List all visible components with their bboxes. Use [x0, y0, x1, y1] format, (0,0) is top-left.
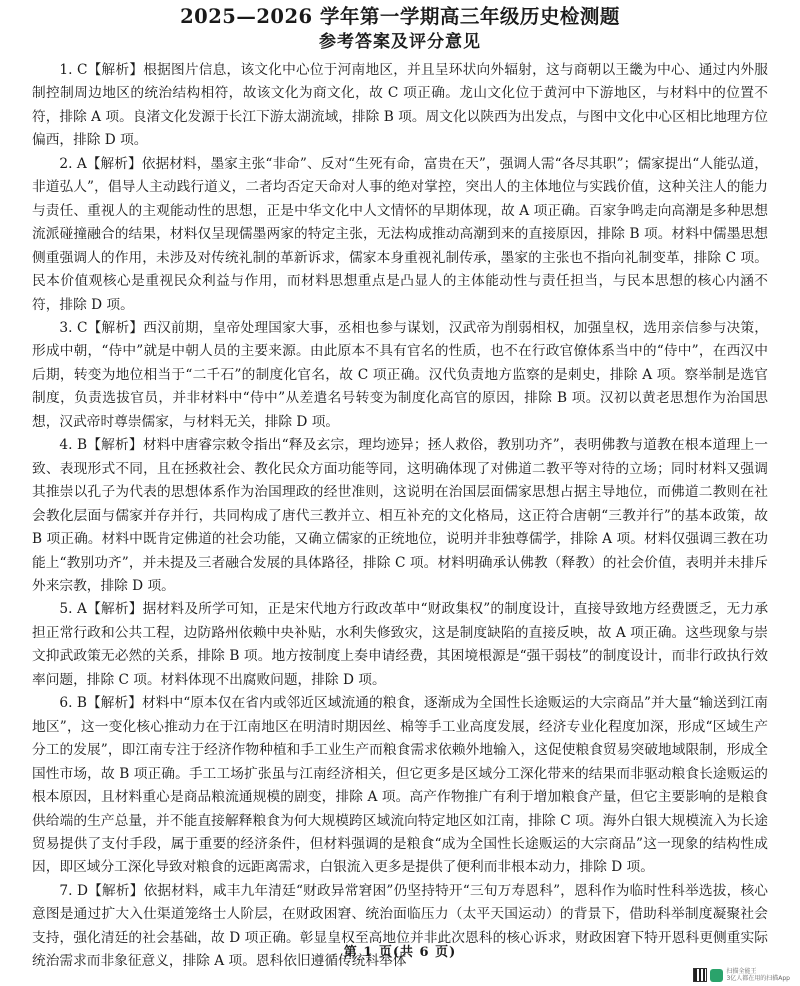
- answer-item-4: [32, 434, 768, 598]
- page-footer: 第 1 页(共 6 页): [343, 945, 457, 960]
- answer-item-3: [32, 317, 768, 434]
- qr-code-icon: [693, 968, 707, 982]
- answer-number: 3. C【解析】: [59, 319, 144, 336]
- answer-item-2: [32, 153, 768, 317]
- answer-number: 4. B【解析】: [59, 437, 143, 454]
- document-subtitle: 参考答案及评分意见: [319, 32, 481, 52]
- answer-text: 材料中唐睿宗敕令指出“释及玄宗，理均迹异；拯人救俗，教别功齐”，表明佛教与道教在根本道理上一致、表现形式不同，且在拯救社会、教化民众方面功能等同，这明确体现了对佛道二教平等对待的立场；同时材料又强调其推崇以孔子为代表的思想体系作为治国理政的经世准则，这说明在治国层面儒家思想占据主导地位，而佛道二教则在社会教化层面与儒家并存并行，共同构成了唐代三教并立、相互补充的文化格局，这正符合唐朝“三教并行”的基本政策，故 B 项正确。材料中既肯定佛道的社会功能，又确立儒家的正统地位，说明并非独尊儒学，排除 A 项。材料仅强调三教在功能上“教别功齐”，并未提及三者融合发展的具体路径，排除 C 项。材料明确承认佛教（释教）的社会价值，表明并未排斥外来宗教，排除 D 项。: [32, 437, 768, 594]
- answer-text: 依据材料，咸丰九年清廷“财政异常窘困”仍坚持特开“三旬万寿恩科”，恩科作为临时性科举选拔，核心意图是通过扩大入仕渠道笼络士人阶层，在财政困窘、统治面临压力（太平天国运动）的背景下，借助科举制度凝聚社会支持，强化清廷的社会基础，故 D 项正确。彰显皇权至高地位并非此次恩科的核心诉求，财政困窘下特开恩科更侧重实际统治需求而非象征意义，排除 A 项。恩科依旧遵循传统科举体: [32, 882, 768, 970]
- answer-item-1: [32, 59, 768, 153]
- answer-item-5: [32, 598, 768, 692]
- scanner-logo-icon: [710, 969, 723, 982]
- scanner-watermark: [693, 968, 790, 982]
- answer-text: 西汉前期，皇帝处理国家大事，丞相也参与谋划，汉武帝为削弱相权，加强皇权，选用亲信参与决策，形成中朝，“侍中”就是中朝人员的主要来源。由此原本不具有官名的性质，也不在行政官僚体系当中的“侍中”，在西汉中后期，转变为地位相当于“二千石”的制度化官名，故 C 项正确。汉代负责地方监察的是刺史，排除 A 项。察举制是选官制度，负责选拔官员，并非材料中“侍中”从差遣名号转变为制度化高官的原因，排除 B 项。汉初以黄老思想作为治国思想，汉武帝时尊崇儒家，与材料无关，排除 D 项。: [32, 319, 768, 430]
- answer-text: 材料中“原本仅在省内或邻近区域流通的粮食，逐渐成为全国性长途贩运的大宗商品”并大量“输送到江南地区”，这一变化核心推动力在于江南地区在明清时期因丝、棉等手工业高度发展，经济专业化程度加深，形成“区域生产分工的发展”，即江南专注于经济作物种植和手工业生产而粮食需求依赖外地输入，这促使粮食贸易突破地域限制，形成全国性市场，故 B 项正确。手工工场扩张虽与江南经济相关，但它更多是区域分工深化带来的结果而非驱动粮食长途贩运的根本原因，且材料重心是商品粮流通规模的剧变，排除 A 项。高产作物推广有利于增加粮食产量，但它主要影响的是粮食供给端的生产总量，并不能直接解释粮食为何大规模跨区域流向特定地区如江南，排除 C 项。海外白银大规模流入为长途贸易提供了支付手段，属于重要的经济条件，但材料强调的是粮食“成为全国性长途贩运的大宗商品”这一现象的结构性成因，即区域分工深化导致对粮食的远距离需求，白银流入更多是提供了便利而非根本动力，排除 D 项。: [32, 695, 768, 876]
- answer-text: 依据材料，墨家主张“非命”、反对“生死有命，富贵在天”，强调人需“各尽其职”；儒家提出“人能弘道，非道弘人”，倡导人主动践行道义，二者均否定天命对人事的绝对掌控，突出人的主体地位与实践价值，这种关注人的能力与责任、重视人的主观能动性的思想，正是中华文化中人文情怀的早期体现，故 A 项正确。百家争鸣走向高潮是多种思想流派碰撞融合的结果，材料仅呈现儒墨两家的特定主张，无法构成推动高潮到来的直接原因，排除 B 项。材料中儒墨思想侧重强调人的作用，未涉及对传统礼制的革新诉求，儒家本身重视礼制传承，墨家的主张也不指向礼制变革，排除 C 项。民本价值观核心是重视民众利益与作用，而材料思想重点是凸显人的主体能动性与责任担当，与民本思想的核心内涵不符，排除 D 项。: [32, 155, 768, 313]
- document-title: 2025—2026 学年第一学期高三年级历史检测题: [180, 5, 620, 28]
- answer-number: 2. A【解析】: [59, 155, 142, 172]
- answer-text: 根据图片信息，该文化中心位于河南地区，并且呈环状向外辐射，这与商朝以王畿为中心、通过内外服制控制周边地区的统治结构相符，故该文化为商文化，故 C 项正确。龙山文化位于黄河中下游地区，与材料中的位置不符，排除 A 项。良渚文化发源于长江下游太湖流域，排除 B 项。周文化以陕西为出发点，与图中文化中心区相比地理方位偏西，排除 D 项。: [32, 62, 768, 149]
- watermark-text-block: [726, 968, 790, 982]
- answer-number: 7. D【解析】: [59, 882, 144, 899]
- watermark-text: 扫描全能王: [726, 968, 757, 975]
- answer-text: 据材料及所学可知，正是宋代地方行政改革中“财政集权”的制度设计，直接导致地方经费匮乏，无力承担正常行政和公共工程，边防路州依赖中央补贴，水利失修致灾，这是制度缺陷的直接反映，故 A 项正确。这些现象与崇文抑武政策无必然的关系，排除 B 项。地方按制度上奏申请经费，其困境根源是“强干弱枝”的制度设计，而非行政执行效率问题，排除 C 项。材料体现不出腐败问题，排除 D 项。: [32, 601, 769, 688]
- answer-number: 1. C【解析】: [59, 62, 144, 78]
- answer-number: 5. A【解析】: [59, 601, 143, 618]
- answer-list: [32, 59, 768, 974]
- answer-number: 6. B【解析】: [59, 695, 142, 712]
- answer-item-6: [32, 692, 768, 880]
- watermark-subtext: 3亿人都在用的扫描App: [726, 975, 790, 982]
